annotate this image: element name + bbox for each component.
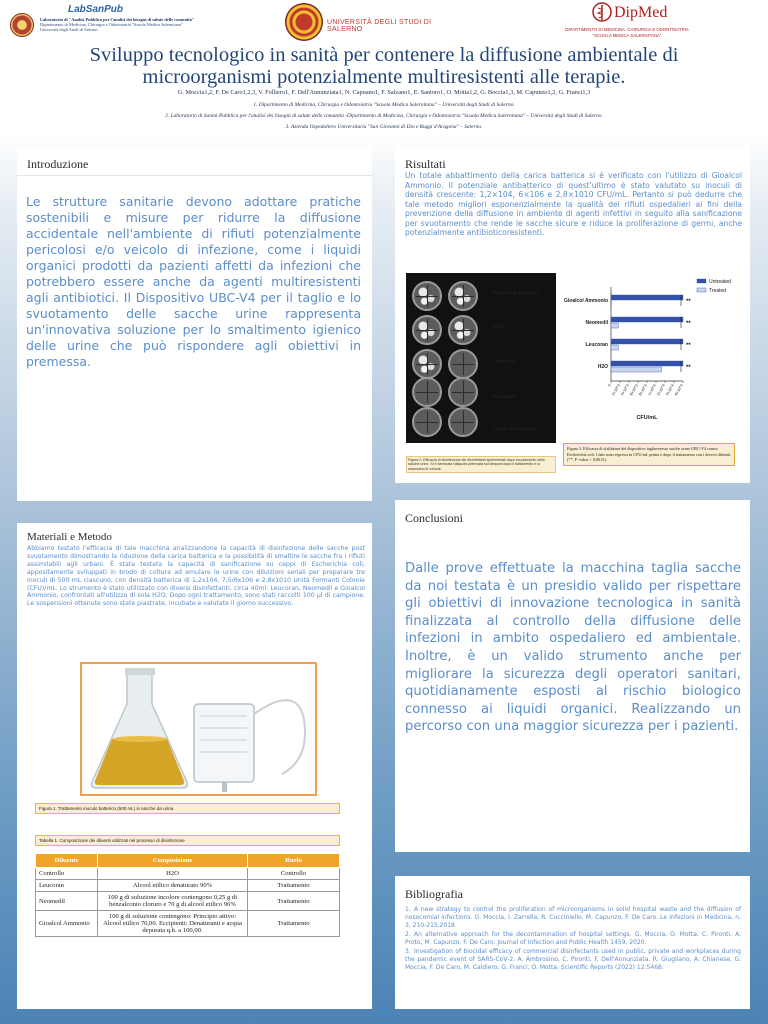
legend-swatch [697, 288, 706, 292]
labsanpub-logo [8, 4, 208, 46]
category-label: H2O [597, 364, 608, 370]
dipmed-logo [552, 2, 702, 46]
bar-treated [611, 301, 612, 306]
plate-label-inoculo: Inoculo di partenza [493, 290, 539, 296]
bar-untreated [611, 295, 683, 300]
plate-label-neomedil: Neomedil [493, 394, 516, 400]
x-tick-label: 6×10^4 [674, 383, 684, 397]
university-seal-icon [285, 3, 323, 41]
intro-divider [17, 175, 372, 176]
petri-dish [412, 315, 442, 345]
legend-swatch [697, 279, 706, 283]
bar-treated [611, 345, 618, 350]
title-line1: Sviluppo tecnologico in sanità per contenere la diffusione ambientale di [89, 44, 679, 66]
petri-dish [448, 315, 478, 345]
intro-heading: Introduzione [27, 157, 89, 171]
table-cell: H2O [98, 868, 248, 880]
results-heading: Risultati [405, 157, 446, 171]
authors: G. Moccia1,2, F. De Caro1,2,3, V. Folliero1, F. Dell'Annunziata1, N. Capuano1, F. Salzano1, E. Santoro1, O. Motta1,2, G. Boccia1,3, M. Capunzo1,2, G. Franci1,3 [177, 89, 591, 96]
conclusions-heading: Conclusioni [405, 511, 464, 525]
bar-untreated [611, 361, 683, 366]
x-axis-label: CFU/mL [636, 415, 658, 421]
table-row [36, 868, 340, 880]
intro-text: Le strutture sanitarie devono adottare pratiche sostenibili e misure per ridurre la diffusione accidentale nell'ambiente di rifiuti potenzialmente pericolosi e/o veicolo di infezione, come i liquidi organici prodotti da pazienti affetti da infezioni che potrebbero essere anche da agenti multiresistenti agli antibiotici. Il Dispositivo UBC-V4 per il taglio e lo svuotamento delle sacche urine rappresenta un'innovativa soluzione per lo smaltimento igienico delle urine che può rispondere agli obiettivi in premessa. [26, 194, 361, 369]
table-header: Diluente [36, 854, 98, 868]
figure2-caption: Figura 2. Efficacia di disinfezione dei disinfettanti sperimentali dopo svuotamento delle sacche urine. Si è seminata l'aliquota prelevata sui tamponi dopo il trattamento e si osservano le colonie. [406, 456, 556, 473]
table-cell: 100 g di soluzione incolore contengono 0,25 g di benzalconio cloruro e 70 g di alcool etilico 96% [98, 892, 248, 911]
table-row [36, 892, 340, 911]
cfu-bar-chart [563, 273, 743, 438]
table-cell: 100 g di soluzione contengono: Principio attivo: Alcool etilico 70,00. Eccipienti: Denaturanti e acqua depurata q.b. a 100,00. [98, 911, 248, 937]
conclusions-text: Dalle prove effettuate la macchina taglia sacche da noi testata è un presidio valido per rispettare gli obiettivi di innovazione tecnologica in sanità finalizzata al controllo della diffusione delle infezioni in ambito ospedaliero ed ambientale. Inoltre, è un valido strumento anche per migliorare la sicurezza degli operatori sanitari, quotidianamente esposti al rischio biologico connesso ai liquidi organici. Realizzando un percorso con una maggior sicurezza per i pazienti. [405, 561, 741, 735]
results-panel [395, 146, 750, 483]
legend-label: Untreated [709, 279, 731, 285]
x-tick-label: 1×10^4 [647, 383, 657, 397]
reference-text: A new strategy to control the proliferation of microorganisms in solid hospital waste and the diffusion of nosocomial infections. G. Moccia, I. Zarrella, R. Cucciniello, M. Capunzo, F. De Caro. Le Infezioni in Medicina, n. 3, 210-215,2018. [405, 906, 741, 929]
lab-line2: Dipartimento di Medicina, Chirurgia e Odontoiatria "Scuola Medica Salernitana" [40, 22, 183, 28]
lab-line1: Laboratorio di "Analisi Pubblica per l'analisi dei bisogni di salute delle comunità" [40, 17, 195, 22]
bar-untreated [611, 317, 683, 322]
bar-treated [611, 367, 661, 372]
petri-dish [412, 407, 442, 437]
table-cell: Controllo [36, 868, 98, 880]
methods-panel [17, 523, 372, 1009]
plate-label-gioalcol: Gioalcol Ammonio [493, 426, 537, 432]
petri-dish [412, 349, 442, 379]
diluents-table [35, 853, 340, 937]
table-header: Composizione [98, 854, 248, 868]
dipmed-line1: DIPARTIMENTO DI MEDICINA, CHIRURGIA E ODONTOIATRIA [565, 27, 689, 32]
significance-label: ** [686, 299, 691, 305]
figure1-caption: Figura 1. Trattamento inoculo batterico (500 mL) in sacche da urina. [35, 803, 340, 814]
petri-dish [448, 349, 478, 379]
x-tick-label: 0 [607, 383, 612, 388]
table-cell: Alcool etilico denaturato 90% [98, 880, 248, 892]
reference-item: 1. A new strategy to control the proliferation of microorganisms in solid hospital waste and the diffusion of nosocomial infections. G. Moccia, I. Zarrella, R. Cucciniello, M. Capunzo, F. De Caro. Le Infezioni in Medicina, n. 3, 210-215,2018. [405, 906, 741, 929]
chart-svg [563, 273, 743, 438]
bibliography-panel [395, 876, 750, 1009]
reference-item: 3. Investigation of biocidal efficacy of commercial disinfectants used in public, private and workplaces during the pandemic event of SARS-CoV-2. A. Ambrosino, C. Pironti, F. Dell'Annunziata, R. Giugliano, A. Chianese, G. Moccia, F. De Caro, M. Caldiero, G. Franci, O. Motta. Scientific Reports (2022) 12:5468. [405, 948, 741, 971]
labsanpub-brand: LabSanPub [68, 4, 124, 15]
significance-label: ** [686, 343, 691, 349]
results-text: Un totale abbattimento della carica batterica si è verificato con l'utilizzo di Gioalcol Ammonio. Il potenziale antibatterico di quest'ultimo è stato valutato su inoculi di densità crescente: 1,2×104, 6×106 e 2,8×1010 CFU/mL. Pertanto si può dedurre che tale metodo migliori esponenzialmente la qualità dei rifiuti ospedalieri ai fini della prevenzione della diffusione in ambiente di agenti infettivi in seguito alla sanificazione per svuotamento che rende le sacche sicure e riduce la proliferazione di germi, anche potenzialmente antibioticoresistenti. [405, 171, 742, 237]
category-label: Neomedil [585, 320, 608, 326]
flask-and-bag-illustration [82, 664, 315, 794]
table-cell: Controllo [248, 868, 340, 880]
table-cell: Trattamento [248, 880, 340, 892]
title-line2: microorganismi potenzialmente multiresistenti alle terapie. [142, 66, 626, 88]
x-tick-label: 2×10^4 [656, 383, 666, 397]
reference-text: Investigation of biocidal efficacy of commercial disinfectants used in public, private and workplaces during the pandemic event of SARS-CoV-2. A. Ambrosino, C. Pironti, F. Dell'Annunziata, R. Giugliano, A. Chianese, G. Moccia, F. De Caro, M. Caldiero, G. Franci, O. Motta. Scientific Reports (2022) 12:5468. [405, 948, 741, 971]
dipmed-department [552, 27, 702, 38]
x-tick-label: 4×10^4 [665, 383, 675, 397]
plate-label-h2o: H2O [493, 324, 505, 330]
dipmed-name: DipMed [614, 4, 668, 21]
petri-dish [412, 281, 442, 311]
table-row [36, 911, 340, 937]
petri-dish [448, 407, 478, 437]
significance-label: ** [686, 365, 691, 371]
x-tick-label: 2×10^3 [611, 383, 621, 397]
lab-emblem-icon [10, 13, 34, 37]
bar-untreated [611, 339, 683, 344]
table1-caption: Tabella 1. Composizione dei diluenti utilizzati nel processo di disinfezione [35, 835, 340, 846]
x-tick-label: 6×10^3 [629, 383, 639, 397]
table-row [36, 880, 340, 892]
reference-item: 2. An alternative approach for the decontamination of hospital settings. G. Moccia, O. Motta, C. Pironti, A. Proto, M. Capunzo, F. De Caro. Journal of Infection and Public Health 1459, 2020. [405, 931, 741, 946]
figure3-caption: Figura 3. Efficacia di sfaldatura del dispositivo tagliaveresto sacche urine UBC-V4 contro Escherichia coli. I dati sono espressi in CFU/mL prima e dopo il trattamento con i diversi diluenti (**, P -value < 0,0013). [563, 443, 735, 466]
figure1-image [80, 662, 317, 796]
legend-label: Treated [709, 288, 727, 294]
x-tick-label: 8×10^3 [638, 383, 648, 397]
petri-dish [448, 281, 478, 311]
intro-panel [17, 146, 372, 501]
lab-description [40, 17, 210, 33]
university-name: UNIVERSITÀ DEGLI STUDI DI SALERNO [327, 19, 432, 33]
significance-label: ** [686, 321, 691, 327]
university-logo [285, 3, 465, 43]
category-label: Leucoran [585, 342, 608, 348]
affiliation-2: 2. Laboratorio di Sanità Pubblica per l'analisi dei bisogni di salute delle comunità -Dipartimento di Medicina, Chirurgia e Odontoiatria "Scuola Medica Salernitana" – Università degli Studi di Salerno. [165, 113, 603, 119]
table-cell: Trattamento [248, 911, 340, 937]
petri-dish [448, 377, 478, 407]
table-cell: Gioalcol Ammonio [36, 911, 98, 937]
methods-text: Abbiamo testato l'efficacia di tale macchina analizzandone la capacità di disinfezione delle sacche post svuotamento dimostrando la riduzione della carica batterica e la possibilità di smaltire le sacche fra i rifiuti assimilabili agli urbani. È stata testata la capacità di sanificazione su ceppi di Escherichia coli, appositamente sviluppati in brodo di coltura ad emulare le urine con diluizioni seriali per preparare tre inoculi di 500 mL ciascuno, con densità batterica di 1,2x104, 7,5/6x106 e 2,8x1010 Unità Formanti Colonie (CFU)/mL. Lo strumento è stato utilizzato con diversi disinfettanti, circa 40ml: Leucoran, Neomedil e Gioalcol Ammonio, confrontati all'utilizzo di sola H2O. Dopo ogni trattamento, sono stati raccolti 100 μl di campione. Le sospensioni ottenute sono state piastrate, incubate e valutate il giorno successivo. [27, 545, 365, 608]
reference-text: An alternative approach for the decontamination of hospital settings. G. Moccia, O. Motta, C. Pironti, A. Proto, M. Capunzo, F. De Caro. Journal of Infection and Public Health 1459, 2020. [405, 931, 741, 946]
table-header: Ruolo [248, 854, 340, 868]
affiliation-3: 3. Azienda Ospedaliero Universitaria "San Giovanni di Dio e Ruggi d'Aragona" – Salerno. [285, 124, 483, 130]
plate-label-leucoran: Leucoran [493, 358, 516, 364]
table-cell: Neomedil [36, 892, 98, 911]
reference-list [405, 906, 741, 973]
caduceus-icon [592, 2, 612, 24]
conclusions-panel [395, 500, 750, 852]
petri-dish [412, 377, 442, 407]
methods-heading: Materiali e Metodo [27, 531, 112, 543]
table-cell: Trattamento [248, 892, 340, 911]
category-label: Gioalcol Ammonio [564, 298, 608, 304]
lab-line3: Università degli Studi di Salerno [40, 27, 98, 33]
bar-treated [611, 323, 618, 328]
affiliation-1: 1. Dipartimento di Medicina, Chirurgia e Odontoiatria "Scuola Medica Salernitana" – Università degli Studi di Salerno. [253, 102, 515, 108]
poster-title [20, 44, 748, 88]
table-cell: Leucoran [36, 880, 98, 892]
bibliography-heading: Bibliografia [405, 887, 463, 901]
dipmed-line2: "SCUOLA MEDICA SALERNITANA" [592, 32, 662, 38]
x-tick-label: 4×10^3 [620, 383, 630, 397]
petri-dish-photo [406, 273, 556, 443]
